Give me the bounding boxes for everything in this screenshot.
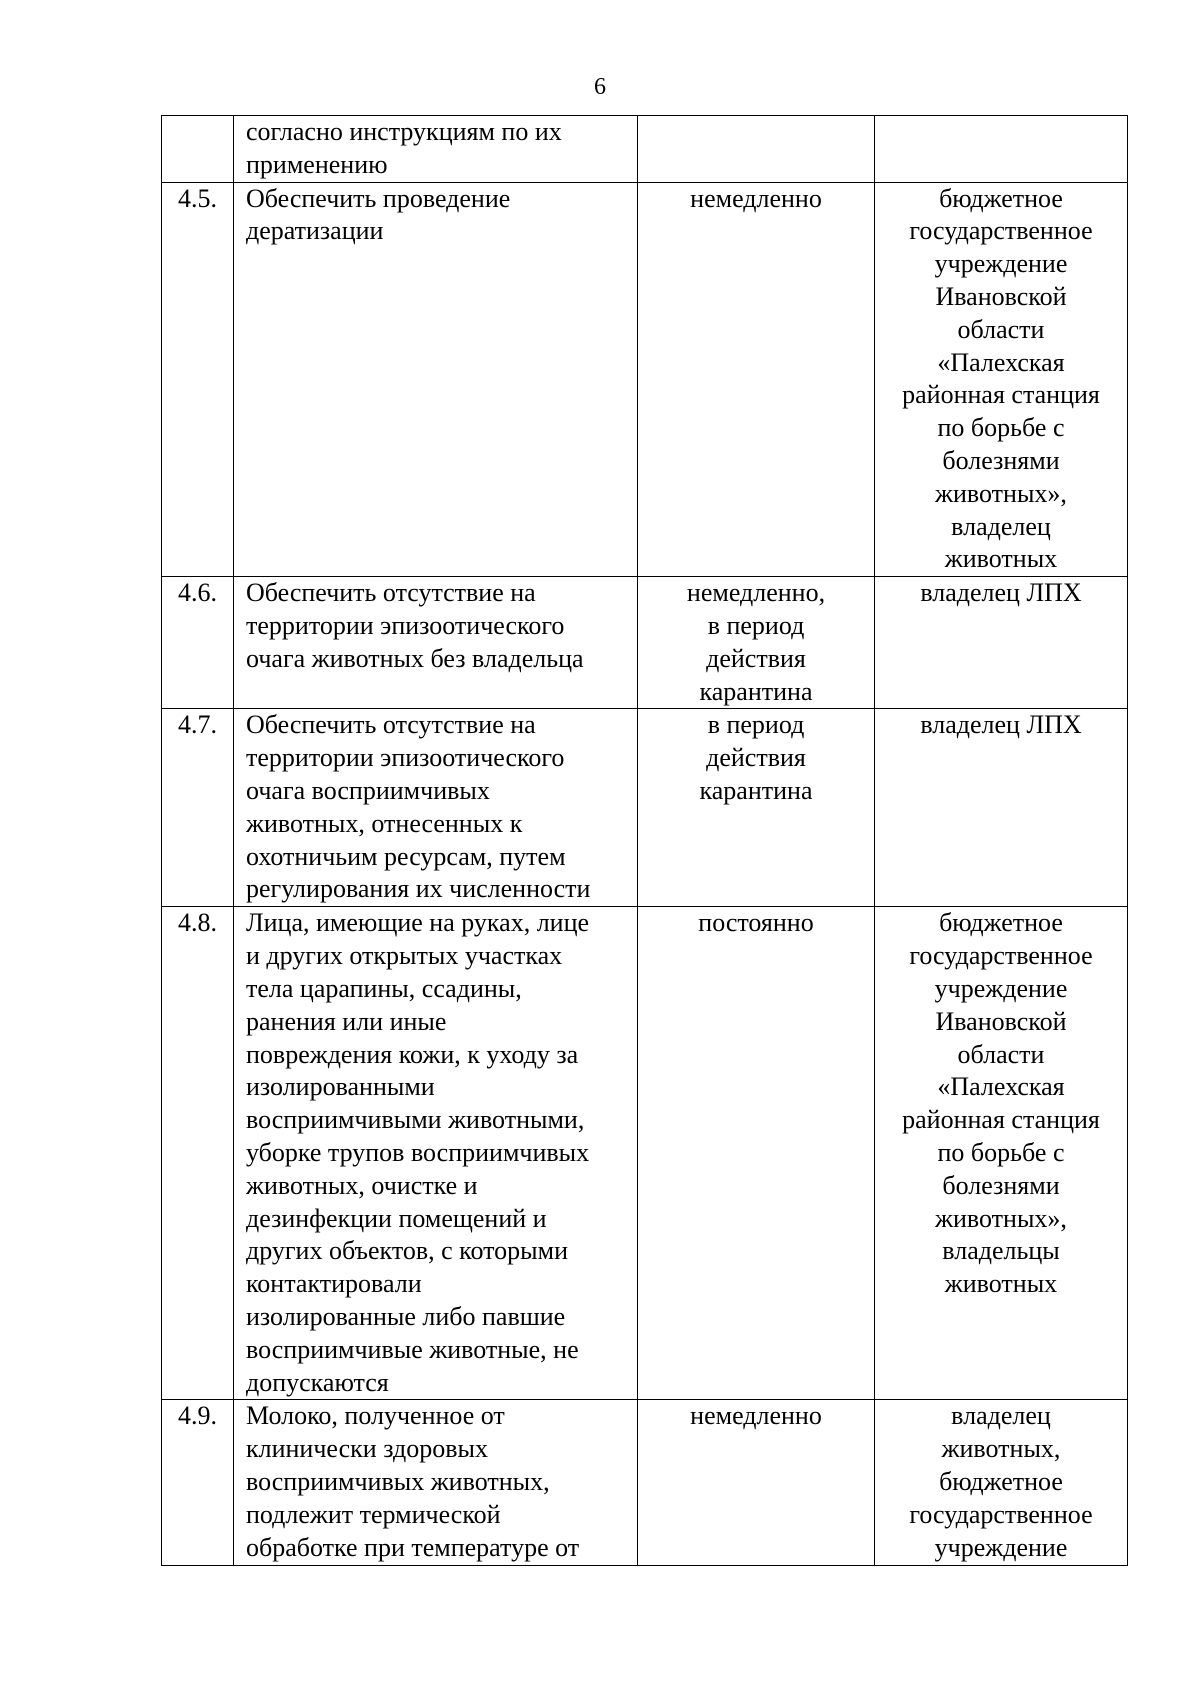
action-cell (234, 182, 638, 577)
term-text: постоянно (698, 908, 814, 938)
row-number: 4.8. (178, 908, 217, 938)
term-cell (638, 182, 875, 577)
action-text: Обеспечить отсутствие на территории эпизоотического очага животных без владельца (246, 578, 584, 673)
responsible-cell (875, 116, 1128, 183)
responsible-cell (875, 1400, 1128, 1566)
action-text: Молоко, полученное от клинически здоровых восприимчивых животных, подлежит термической обработке при температуре от (246, 1401, 580, 1562)
responsible-cell (875, 907, 1128, 1400)
row-number-cell (162, 577, 234, 709)
action-cell (234, 907, 638, 1400)
responsible-text: владелец ЛПХ (920, 578, 1082, 608)
term-text: немедленно, в период действия карантина (686, 578, 826, 706)
measures-table (161, 115, 1128, 1566)
term-cell (638, 1400, 875, 1566)
page-number: 6 (594, 74, 606, 100)
responsible-cell (875, 577, 1128, 709)
action-text: Лица, имеющие на руках, лице и других открытых участках тела царапины, ссадины, ранения или иные повреждения кожи, к уходу за изолированными восприимчивыми животными, уборке трупов восприимчивых животных, очистке и дезинфекции помещений и других объектов, с которыми контактировали изолированные либо павшие восприимчивые животные, не допускаются (246, 908, 590, 1397)
responsible-cell (875, 182, 1128, 577)
action-text: Обеспечить отсутствие на территории эпизоотического очага восприимчивых животных, отнесенных к охотничьим ресурсам, путем регулирования их численности (246, 710, 591, 904)
term-cell (638, 709, 875, 907)
responsible-text: бюджетное государственное учреждение Ивановской области «Палехская районная станция по борьбе с болезнями животных», владельцы животных (902, 908, 1100, 1299)
row-number-cell (162, 1400, 234, 1566)
row-number: 4.6. (178, 578, 217, 608)
action-cell (234, 116, 638, 183)
term-text: в период действия карантина (699, 710, 813, 805)
action-cell (234, 1400, 638, 1566)
table-row (162, 709, 1128, 907)
term-text: немедленно (690, 183, 822, 213)
table-row (162, 577, 1128, 709)
responsible-text: бюджетное государственное учреждение Ивановской области «Палехская районная станция по борьбе с болезнями животных», владелец животных (902, 183, 1100, 574)
row-number-cell (162, 709, 234, 907)
action-cell (234, 709, 638, 907)
term-cell (638, 116, 875, 183)
row-number-cell (162, 116, 234, 183)
action-text: Обеспечить проведение дератизации (246, 183, 511, 246)
table-row (162, 116, 1128, 183)
row-number: 4.7. (178, 710, 217, 740)
term-cell (638, 577, 875, 709)
responsible-cell (875, 709, 1128, 907)
responsible-text: владелец ЛПХ (920, 710, 1082, 740)
row-number-cell (162, 182, 234, 577)
term-cell (638, 907, 875, 1400)
row-number-cell (162, 907, 234, 1400)
row-number: 4.9. (178, 1401, 217, 1431)
responsible-text: владелец животных, бюджетное государственное учреждение (909, 1401, 1093, 1562)
table-row (162, 1400, 1128, 1566)
action-text: согласно инструкциям по их применению (246, 117, 562, 179)
action-cell (234, 577, 638, 709)
table-row (162, 182, 1128, 577)
row-number: 4.5. (178, 183, 217, 213)
table-row (162, 907, 1128, 1400)
term-text: немедленно (690, 1401, 822, 1431)
